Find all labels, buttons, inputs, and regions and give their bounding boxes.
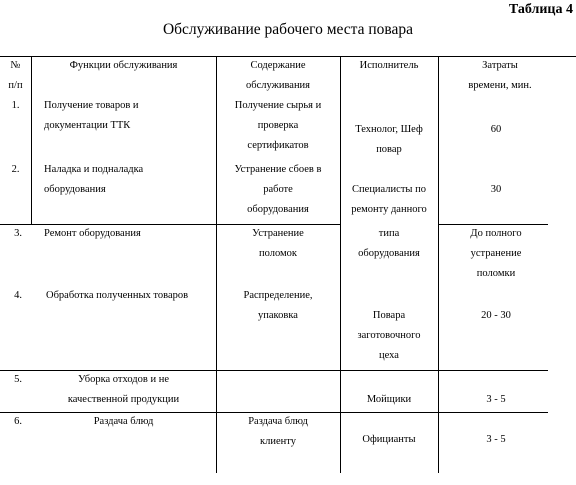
- row4-cost: [438, 306, 554, 326]
- row1-func: [44, 96, 214, 136]
- header-func: [31, 56, 216, 76]
- row1-num: [0, 96, 31, 116]
- cell-line: 3 - 5: [486, 434, 506, 445]
- cell-line: типа: [378, 228, 400, 239]
- row6-exec: [340, 430, 438, 450]
- cell-line: времени, мин.: [468, 80, 532, 91]
- header-content: [216, 56, 340, 96]
- col-divider-3: [340, 56, 341, 473]
- cell-line: документации ТТК: [44, 120, 131, 131]
- cell-line: поломки: [476, 268, 516, 279]
- header-num: [0, 56, 31, 96]
- col-divider-1: [31, 56, 32, 224]
- row3-num: [0, 224, 36, 244]
- cell-line: 6.: [14, 416, 22, 427]
- row4-func: [46, 286, 216, 306]
- row6-func: [31, 412, 216, 432]
- cell-line: оборудования: [247, 204, 309, 215]
- cell-line: Получение товаров и: [44, 100, 139, 111]
- cell-line: Раздача блюд: [93, 416, 154, 427]
- cell-line: цеха: [379, 350, 399, 361]
- row4-content: [216, 286, 340, 326]
- row5-cost: [438, 390, 554, 410]
- table-title: Обслуживание рабочего места повара: [162, 21, 414, 38]
- row1-content: [216, 96, 340, 156]
- cell-line: Затраты: [482, 60, 518, 71]
- cell-line: Функции обслуживания: [69, 60, 178, 71]
- header-exec: [340, 56, 438, 76]
- cell-line: Ремонт оборудования: [44, 228, 141, 239]
- cell-line: 1.: [11, 100, 20, 111]
- cell-line: 60: [490, 124, 502, 135]
- cell-line: проверка: [257, 120, 299, 131]
- header-cost: [438, 56, 562, 96]
- row3-exec: [340, 224, 438, 264]
- cell-line: устранение: [470, 248, 522, 259]
- cell-line: Распределение,: [243, 290, 313, 301]
- row2-func: [44, 160, 214, 200]
- cell-line: 30: [490, 184, 502, 195]
- row1-cost: [438, 120, 554, 140]
- cell-line: работе: [263, 184, 293, 195]
- cell-line: 3 - 5: [486, 394, 506, 405]
- cell-line: Устранение: [252, 228, 304, 239]
- cell-line: повар: [376, 144, 402, 155]
- cell-line: обслуживания: [245, 80, 311, 91]
- row3-func: [44, 224, 214, 244]
- row6-content: [216, 412, 340, 452]
- cell-line: Получение сырья и: [234, 100, 322, 111]
- cell-line: 4.: [14, 290, 22, 301]
- cell-line: Раздача блюд: [248, 416, 308, 427]
- row2-exec: [340, 180, 438, 220]
- cell-line: Официанты: [362, 434, 416, 445]
- table-caption: Таблица 4: [508, 2, 573, 17]
- cell-line: 2.: [11, 164, 20, 175]
- cell-line: качественной продукции: [67, 394, 180, 405]
- cell-line: Наладка и подналадка: [44, 164, 144, 175]
- cell-line: 20 - 30: [481, 310, 511, 321]
- cell-line: Устранение сбоев в: [234, 164, 322, 175]
- row4-num: [0, 286, 36, 306]
- cell-line: Исполнитель: [359, 60, 419, 71]
- row3-cost: [438, 224, 554, 284]
- row4-exec: [340, 306, 438, 366]
- cell-line: п/п: [8, 80, 23, 91]
- cell-line: Специалисты по: [352, 184, 426, 195]
- cell-line: заготовочного: [357, 330, 421, 341]
- cell-line: ремонту данного: [351, 204, 427, 215]
- row2-cost: [438, 180, 554, 200]
- row2-num: [0, 160, 31, 180]
- cell-line: оборудования: [44, 184, 106, 195]
- cell-line: 3.: [14, 228, 22, 239]
- cell-line: поломок: [258, 248, 298, 259]
- cell-line: Уборка отходов и не: [77, 374, 170, 385]
- cell-line: Содержание: [250, 60, 306, 71]
- row5-func: [31, 370, 216, 410]
- cell-line: клиенту: [260, 436, 296, 447]
- cell-line: До полного: [470, 228, 522, 239]
- cell-line: Обработка полученных товаров: [46, 290, 189, 301]
- cell-line: Мойщики: [366, 394, 412, 405]
- cell-line: сертификатов: [247, 140, 309, 151]
- row1-exec: [340, 120, 438, 160]
- cell-line: №: [10, 60, 21, 71]
- row5-exec: [340, 390, 438, 410]
- cell-line: Повара: [372, 310, 406, 321]
- row3-content: [216, 224, 340, 264]
- cell-line: упаковка: [258, 310, 298, 321]
- cell-line: оборудования: [358, 248, 420, 259]
- cell-line: Технолог, Шеф: [355, 124, 423, 135]
- cell-line: 5.: [14, 374, 22, 385]
- row6-cost: [438, 430, 554, 450]
- row2-content: [216, 160, 340, 220]
